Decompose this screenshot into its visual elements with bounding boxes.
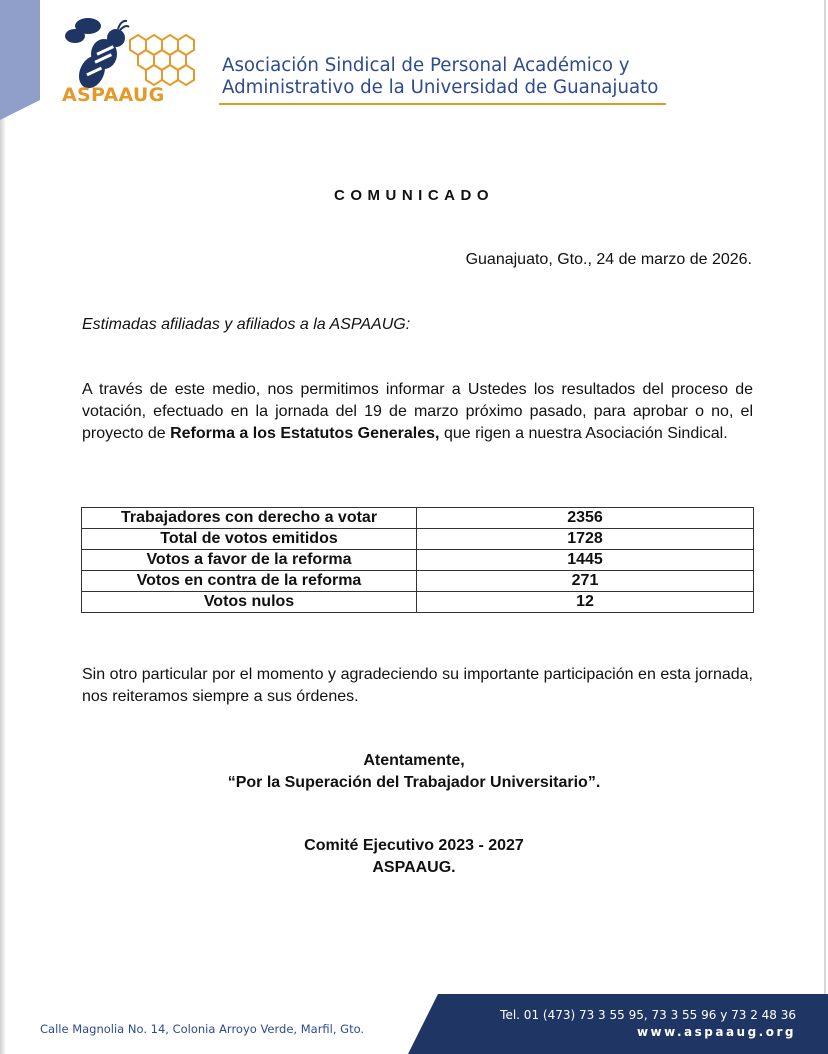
table-row: [82, 550, 754, 571]
table-row: [82, 529, 754, 550]
table-label-cell: Total de votos emitidos: [82, 529, 417, 550]
body-text-bold: Reforma a los Estatutos Generales,: [170, 425, 440, 442]
document-title: COMUNICADO: [334, 187, 494, 204]
table-row: [82, 592, 754, 613]
page-edge-shadow: [0, 0, 6, 1054]
table-label-cell: Votos a favor de la reforma: [82, 550, 417, 571]
body-paragraph: [82, 379, 753, 445]
motto: “Por la Superación del Trabajador Universitario”.: [227, 774, 601, 791]
salutation: Estimadas afiliadas y afiliados a la ASPAAUG:: [82, 316, 411, 333]
table-label-cell: Votos en contra de la reforma: [82, 571, 417, 592]
date-line: Guanajuato, Gto., 24 de marzo de 2026.: [465, 251, 752, 268]
table-value-cell: 12: [417, 592, 754, 613]
signatory-block: [0, 835, 828, 879]
org-name-line-1: Asociación Sindical de Personal Académico y: [222, 55, 630, 76]
body-text-start: A través de este medio, nos permitimos informar a Ustedes los resultados del proceso de votación, efectuado en la jornada del 19 de marzo próximo pasado, para aprobar o no, el proyecto de: [82, 381, 753, 442]
logo-wordmark: ASPAAUG: [62, 84, 165, 106]
table-row: [82, 571, 754, 592]
footer-band: [408, 994, 828, 1054]
table-value-cell: 1445: [417, 550, 754, 571]
corner-stripe: [0, 0, 40, 120]
table-row: [82, 508, 754, 529]
footer-phone: Tel. 01 (473) 73 3 55 95, 73 3 55 96 y 73 2 48 36: [500, 1008, 796, 1022]
org-name-line-2: Administrativo de la Universidad de Guanajuato: [222, 77, 659, 98]
signature-block: [0, 750, 828, 794]
organization-name: [222, 55, 667, 99]
signatory-org: ASPAAUG.: [372, 859, 456, 876]
closing-paragraph: Sin otro particular por el momento y agradeciendo su importante participación en esta jornada, nos reiteramos siempre a sus órdenes.: [82, 666, 753, 705]
table-value-cell: 2356: [417, 508, 754, 529]
table-label-cell: Votos nulos: [82, 592, 417, 613]
header-divider: [219, 103, 666, 105]
footer-address: Calle Magnolia No. 14, Colonia Arroyo Verde, Marfil, Gto.: [40, 1022, 365, 1036]
body-text-end: que rigen a nuestra Asociación Sindical.: [439, 425, 728, 442]
table-label-cell: Trabajadores con derecho a votar: [82, 508, 417, 529]
valediction: Atentamente,: [363, 752, 465, 769]
table-value-cell: 271: [417, 571, 754, 592]
footer-website-link[interactable]: www.aspaaug.org: [636, 1025, 796, 1039]
committee-name: Comité Ejecutivo 2023 - 2027: [304, 837, 524, 854]
results-table: [81, 507, 754, 613]
table-value-cell: 1728: [417, 529, 754, 550]
